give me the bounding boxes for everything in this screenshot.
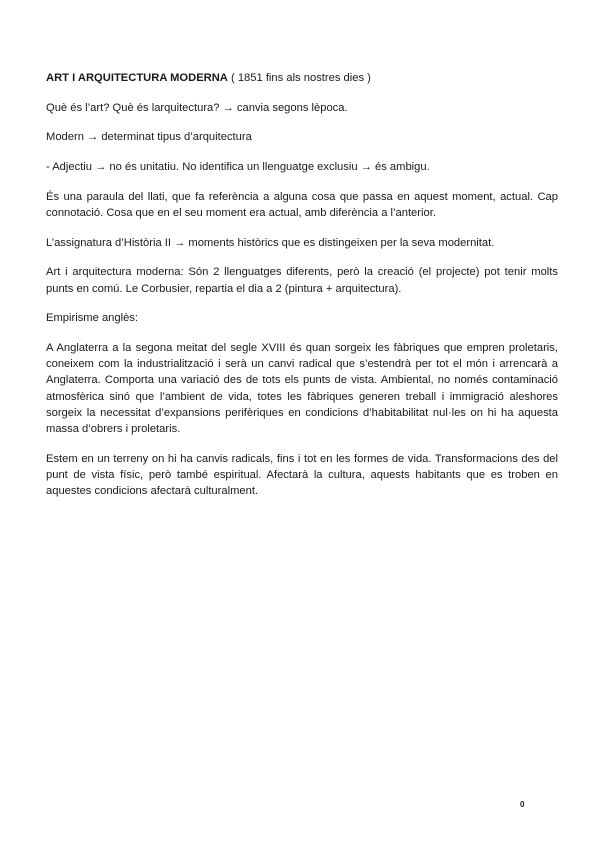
document-title: [46, 70, 558, 86]
title-bold: ART I ARQUITECTURA MODERNA: [46, 72, 228, 84]
document-body: [46, 70, 558, 513]
paragraph-6: Art i arquitectura moderna: Són 2 llenguatges diferents, però la creació (el projecte) pot tenir molts punts en comú. Le Corbusier, repartia el dia a 2 (pintura + arquitectura).: [46, 266, 558, 295]
paragraph-3: - Adjectiu → no és unitatiu. No identifica un llenguatge exclusiu → és ambigu.: [46, 161, 430, 174]
page-number: 0: [520, 800, 525, 809]
paragraph-4: És una paraula del llati, que fa referència a alguna cosa que passa en aquest moment, actual. Cap connotació. Cosa que en el seu moment era actual, amb diferència a l’anterior.: [46, 190, 558, 220]
paragraph-5: L’assignatura d’Història II → moments històrics que es distingeixen per la seva modernitat.: [46, 236, 495, 249]
title-rest: ( 1851 fins als nostres dies ): [227, 72, 371, 84]
paragraph-2: Modern → determinat tipus d’arquitectura: [46, 131, 252, 144]
paragraph-9: Estem en un terreny on hi ha canvis radicals, fins i tot en les formes de vida. Transformacions des del punt de vista físic, però també espiritual. Afectarà la cultura, aquests habitants que es troben en aquestes condicions afectarà culturalment.: [46, 452, 558, 498]
paragraph-7: Empirisme anglès:: [46, 312, 139, 325]
paragraph-8: A Anglaterra a la segona meitat del segle XVIII és quan sorgeix les fàbriques que empren proletaris, coneixem com la industrialització i serà un canvi radical que s’estendrà per tot el món i arrencarà a Anglaterra. Comporta una variació des de tots els punts de vista. Ambiental, no només contaminació atmosfèrica sinó que l’ambient de vida, totes les fàbriques generen treball i immigració aleshores sorgeix la necessitat d’expansions perifèriques en condicions d’habitabilitat nul·les on hi ha aquesta massa d’obrers i proletaris.: [46, 342, 558, 436]
paragraph-1: Què és l’art? Què és larquitectura? → canvia segons lèpoca.: [46, 101, 348, 114]
